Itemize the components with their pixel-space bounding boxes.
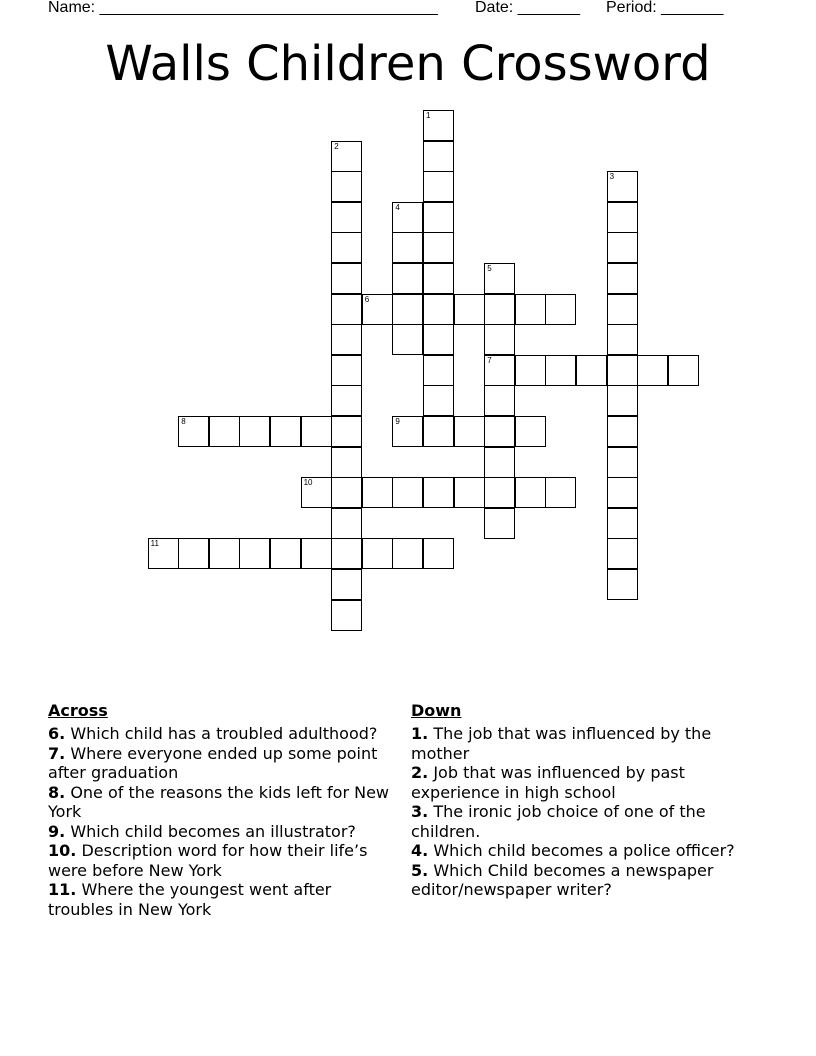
crossword-cell[interactable]: [209, 416, 240, 447]
crossword-cell[interactable]: [331, 569, 362, 600]
page-title: Walls Children Crossword: [105, 36, 711, 92]
crossword-cell[interactable]: [423, 355, 454, 386]
crossword-cell[interactable]: [331, 294, 362, 325]
crossword-cell[interactable]: [392, 538, 423, 569]
crossword-cell[interactable]: [607, 202, 638, 233]
crossword-cell[interactable]: [301, 477, 332, 508]
clue-item: [411, 763, 761, 802]
clue-item-number: 6.: [48, 724, 66, 743]
crossword-cell[interactable]: [454, 416, 485, 447]
clue-number: 6: [364, 294, 370, 304]
crossword-cell[interactable]: [545, 294, 576, 325]
clue-item: [48, 880, 398, 919]
crossword-cell[interactable]: [607, 385, 638, 416]
clue-item: [48, 724, 398, 744]
clue-item-number: 8.: [48, 782, 66, 802]
clue-number: 8: [181, 417, 186, 426]
crossword-cell[interactable]: [484, 477, 515, 508]
clue-item-text: Which child has a troubled adulthood?: [70, 724, 378, 743]
crossword-cell[interactable]: [423, 232, 454, 263]
crossword-cell[interactable]: [668, 355, 699, 386]
crossword-cell[interactable]: [178, 416, 209, 447]
clue-item-number: 9.: [48, 821, 66, 841]
crossword-cell[interactable]: [331, 202, 362, 233]
crossword-cell[interactable]: [607, 324, 638, 355]
crossword-cell[interactable]: [515, 355, 546, 386]
clue-item-number: 10.: [48, 841, 77, 860]
clue-item-text: Which Child becomes a newspaper editor/newspaper writer?: [411, 860, 714, 899]
crossword-cell[interactable]: [484, 324, 515, 355]
clue-item-text: Which child becomes an illustrator?: [70, 821, 356, 841]
crossword-cell[interactable]: [484, 447, 515, 478]
period-field-label[interactable]: Period: _______: [606, 0, 724, 16]
clue-number: 11: [150, 539, 159, 549]
crossword-cell[interactable]: [331, 416, 362, 447]
crossword-cell[interactable]: [392, 202, 423, 233]
clue-item-text: Where the youngest went after troubles in New York: [48, 880, 332, 919]
crossword-cell[interactable]: [423, 477, 454, 508]
crossword-cell[interactable]: [423, 110, 454, 141]
clue-item: [411, 802, 761, 841]
crossword-cell[interactable]: [515, 416, 546, 447]
clue-item-text: Description word for how their life’s were before New York: [48, 841, 368, 880]
crossword-cell[interactable]: [637, 355, 668, 386]
clue-item: [411, 724, 761, 763]
clue-number: 10: [303, 478, 313, 488]
crossword-cell[interactable]: [607, 508, 638, 539]
crossword-cell[interactable]: [607, 171, 638, 202]
crossword-cell[interactable]: [392, 477, 423, 508]
crossword-cell[interactable]: [423, 263, 454, 294]
clue-item-number: 5.: [411, 860, 429, 880]
clue-item-number: 1.: [411, 724, 429, 743]
crossword-cell[interactable]: [331, 324, 362, 355]
clue-number: 9: [395, 417, 400, 426]
clue-item-text: Where everyone ended up some point after graduation: [48, 743, 378, 782]
clue-number: 1: [426, 111, 431, 120]
crossword-cell[interactable]: [392, 416, 423, 447]
clue-item: [48, 822, 398, 842]
crossword-cell[interactable]: [392, 324, 423, 355]
crossword-cell[interactable]: [423, 171, 454, 202]
crossword-cell[interactable]: [484, 508, 515, 539]
across-clues: [48, 701, 398, 919]
crossword-cell[interactable]: [515, 294, 546, 325]
crossword-cell[interactable]: [301, 416, 332, 447]
crossword-cell[interactable]: [331, 600, 362, 631]
crossword-cell[interactable]: [362, 538, 393, 569]
crossword-cell[interactable]: [423, 538, 454, 569]
crossword-cell[interactable]: [607, 232, 638, 263]
crossword-cell[interactable]: [392, 263, 423, 294]
crossword-cell[interactable]: [423, 416, 454, 447]
clue-number: 5: [487, 264, 492, 273]
clue-item: [411, 841, 761, 861]
clue-item: [48, 744, 398, 783]
crossword-cell[interactable]: [454, 294, 485, 325]
crossword-cell[interactable]: [270, 416, 301, 447]
crossword-cell[interactable]: [423, 385, 454, 416]
crossword-cell[interactable]: [484, 294, 515, 325]
crossword-cell[interactable]: [239, 416, 270, 447]
crossword-cell[interactable]: [331, 263, 362, 294]
crossword-cell[interactable]: [331, 508, 362, 539]
clue-item-number: 3.: [411, 802, 429, 821]
crossword-cell[interactable]: [301, 538, 332, 569]
clue-item: [48, 783, 398, 822]
clue-item-text: The job that was influenced by the mother: [411, 724, 712, 763]
crossword-cell[interactable]: [607, 294, 638, 325]
clue-item-number: 11.: [48, 880, 77, 899]
crossword-cell[interactable]: [607, 477, 638, 508]
crossword-cell[interactable]: [331, 171, 362, 202]
crossword-cell[interactable]: [331, 538, 362, 569]
crossword-cell[interactable]: [362, 294, 393, 325]
crossword-cell[interactable]: [331, 385, 362, 416]
crossword-cell[interactable]: [423, 141, 454, 172]
crossword-cell[interactable]: [576, 355, 607, 386]
clue-item: [411, 861, 761, 900]
down-clues: [411, 701, 761, 900]
crossword-cell[interactable]: [454, 477, 485, 508]
crossword-cell[interactable]: [484, 263, 515, 294]
clue-item-number: 4.: [411, 841, 429, 860]
clue-item-number: 2.: [411, 763, 429, 782]
crossword-cell[interactable]: [515, 477, 546, 508]
crossword-cell[interactable]: [362, 477, 393, 508]
crossword-cell[interactable]: [607, 538, 638, 569]
name-field-label[interactable]: Name: ______________________________________: [48, 0, 438, 16]
crossword-cell[interactable]: [239, 538, 270, 569]
crossword-cell[interactable]: [392, 232, 423, 263]
crossword-cell[interactable]: [392, 294, 423, 325]
clue-number: 2: [334, 141, 339, 151]
crossword-cell[interactable]: [607, 416, 638, 447]
crossword-cell[interactable]: [209, 538, 240, 569]
crossword-cell[interactable]: [331, 232, 362, 263]
crossword-cell[interactable]: [148, 538, 179, 569]
crossword-cell[interactable]: [423, 324, 454, 355]
crossword-cell[interactable]: [545, 477, 576, 508]
clue-item-text: Job that was influenced by past experience in high school: [411, 763, 685, 802]
across-heading: Across: [48, 701, 108, 720]
date-field-label[interactable]: Date: _______: [475, 0, 580, 16]
crossword-cell[interactable]: [484, 355, 515, 386]
crossword-cell[interactable]: [607, 569, 638, 600]
crossword-cell[interactable]: [607, 263, 638, 294]
crossword-cell[interactable]: [331, 447, 362, 478]
crossword-cell[interactable]: [331, 141, 362, 172]
crossword-cell[interactable]: [607, 447, 638, 478]
crossword-cell[interactable]: [484, 416, 515, 447]
clue-number: 4: [395, 202, 400, 212]
clue-item-text: One of the reasons the kids left for New York: [48, 782, 390, 821]
clue-item: [48, 841, 398, 880]
down-heading: Down: [411, 701, 462, 720]
crossword-cell[interactable]: [178, 538, 209, 569]
clue-item-number: 7.: [48, 743, 66, 763]
crossword-cell[interactable]: [423, 294, 454, 325]
crossword-cell[interactable]: [270, 538, 301, 569]
clue-number: 3: [609, 172, 615, 182]
crossword-cell[interactable]: [331, 355, 362, 386]
crossword-cell[interactable]: [423, 202, 454, 233]
crossword-cell[interactable]: [545, 355, 576, 386]
clue-item-text: Which child becomes a police officer?: [433, 841, 735, 860]
crossword-cell[interactable]: [607, 355, 638, 386]
crossword-cell[interactable]: [484, 385, 515, 416]
clue-number: 7: [487, 355, 492, 365]
crossword-cell[interactable]: [331, 477, 362, 508]
clue-item-text: The ironic job choice of one of the children.: [411, 802, 706, 841]
